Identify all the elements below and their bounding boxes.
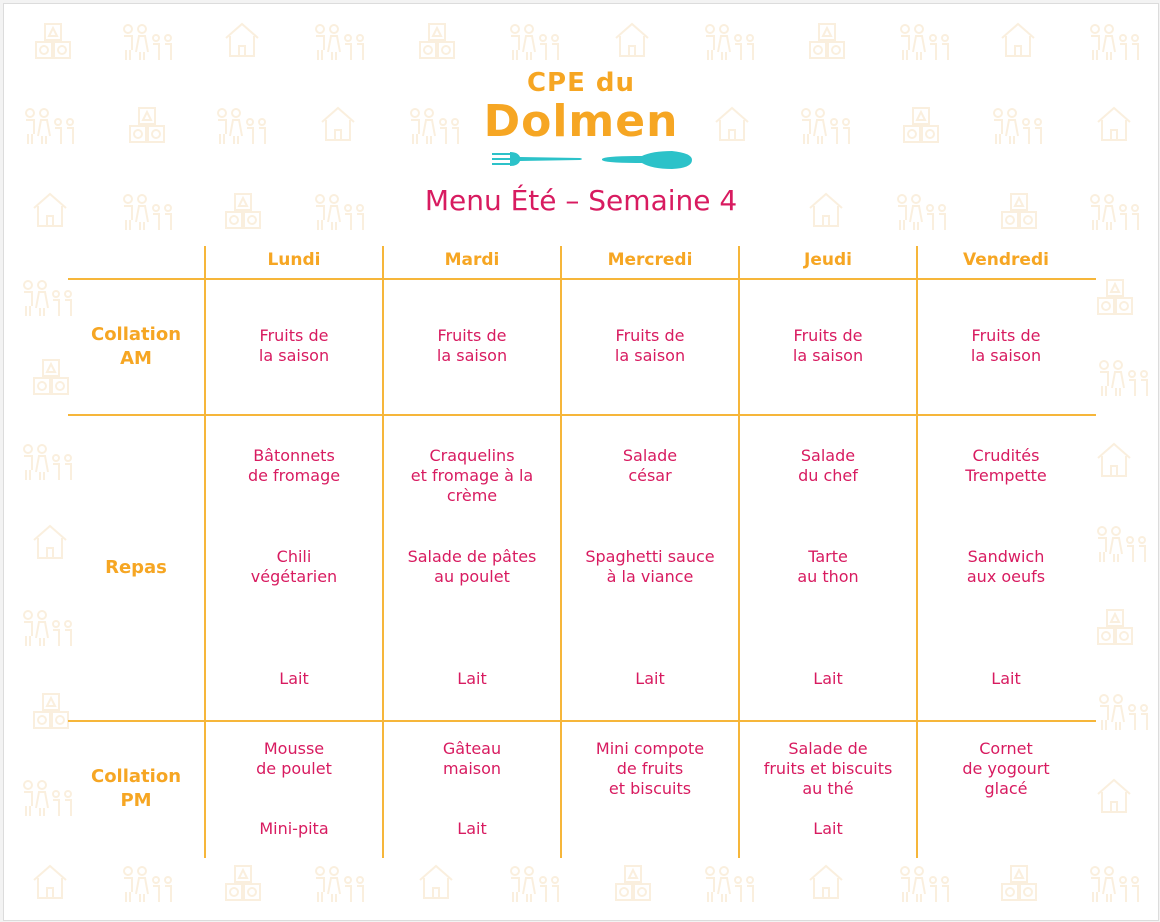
menu-cell: Salade de fruits et biscuits au thé <box>763 739 893 798</box>
menu-cell: Lait <box>457 669 487 688</box>
menu-cell: Lait <box>813 819 843 838</box>
day-header-mardi: Mardi <box>444 250 500 270</box>
menu-title: Menu Été – Semaine 4 <box>424 184 738 217</box>
day-header-lundi: Lundi <box>267 250 321 270</box>
grid-line <box>68 278 1096 280</box>
menu-cell: Gâteau maison <box>442 739 502 778</box>
menu-cell: Crudités Trempette <box>965 446 1047 485</box>
menu-cell: Fruits de la saison <box>258 326 330 365</box>
menu-cell: Sandwich aux oeufs <box>966 547 1046 586</box>
menu-cell: Fruits de la saison <box>436 326 508 365</box>
menu-cell: Mini compote de fruits et biscuits <box>595 739 705 798</box>
logo-subtitle: CPE du <box>526 68 636 98</box>
menu-cell: Mini-pita <box>259 819 329 838</box>
row-header-collation-pm: Collation PM <box>90 766 182 811</box>
day-header-vendredi: Vendredi <box>963 250 1049 270</box>
menu-page <box>3 3 1159 921</box>
utensils-logo <box>492 148 692 174</box>
logo-title: Dolmen <box>483 96 679 147</box>
menu-cell: Mousse de poulet <box>256 739 332 778</box>
menu-cell: Fruits de la saison <box>792 326 864 365</box>
menu-cell: Lait <box>991 669 1021 688</box>
menu-cell: Salade du chef <box>798 446 858 485</box>
day-header-mercredi: Mercredi <box>607 250 693 270</box>
menu-cell: Spaghetti sauce à la viance <box>585 547 715 586</box>
menu-cell: Lait <box>635 669 665 688</box>
menu-cell: Salade de pâtes au poulet <box>407 547 537 586</box>
day-header-jeudi: Jeudi <box>804 250 852 270</box>
row-header-collation-am: Collation AM <box>90 324 182 369</box>
menu-cell: Fruits de la saison <box>614 326 686 365</box>
row-header-repas: Repas <box>105 557 167 578</box>
grid-line <box>68 720 1096 722</box>
menu-cell: Tarte au thon <box>797 547 859 586</box>
menu-cell: Lait <box>813 669 843 688</box>
spoon-icon <box>602 151 692 169</box>
menu-cell: Fruits de la saison <box>970 326 1042 365</box>
menu-cell: Craquelins et fromage à la crème <box>410 446 534 505</box>
menu-cell: Lait <box>457 819 487 838</box>
fork-icon <box>492 152 582 166</box>
menu-cell: Lait <box>279 669 309 688</box>
menu-cell: Cornet de yogourt glacé <box>962 739 1050 798</box>
menu-cell: Chili végétarien <box>250 547 338 586</box>
menu-cell: Salade césar <box>622 446 678 485</box>
menu-cell: Bâtonnets de fromage <box>247 446 341 485</box>
grid-line <box>68 414 1096 416</box>
